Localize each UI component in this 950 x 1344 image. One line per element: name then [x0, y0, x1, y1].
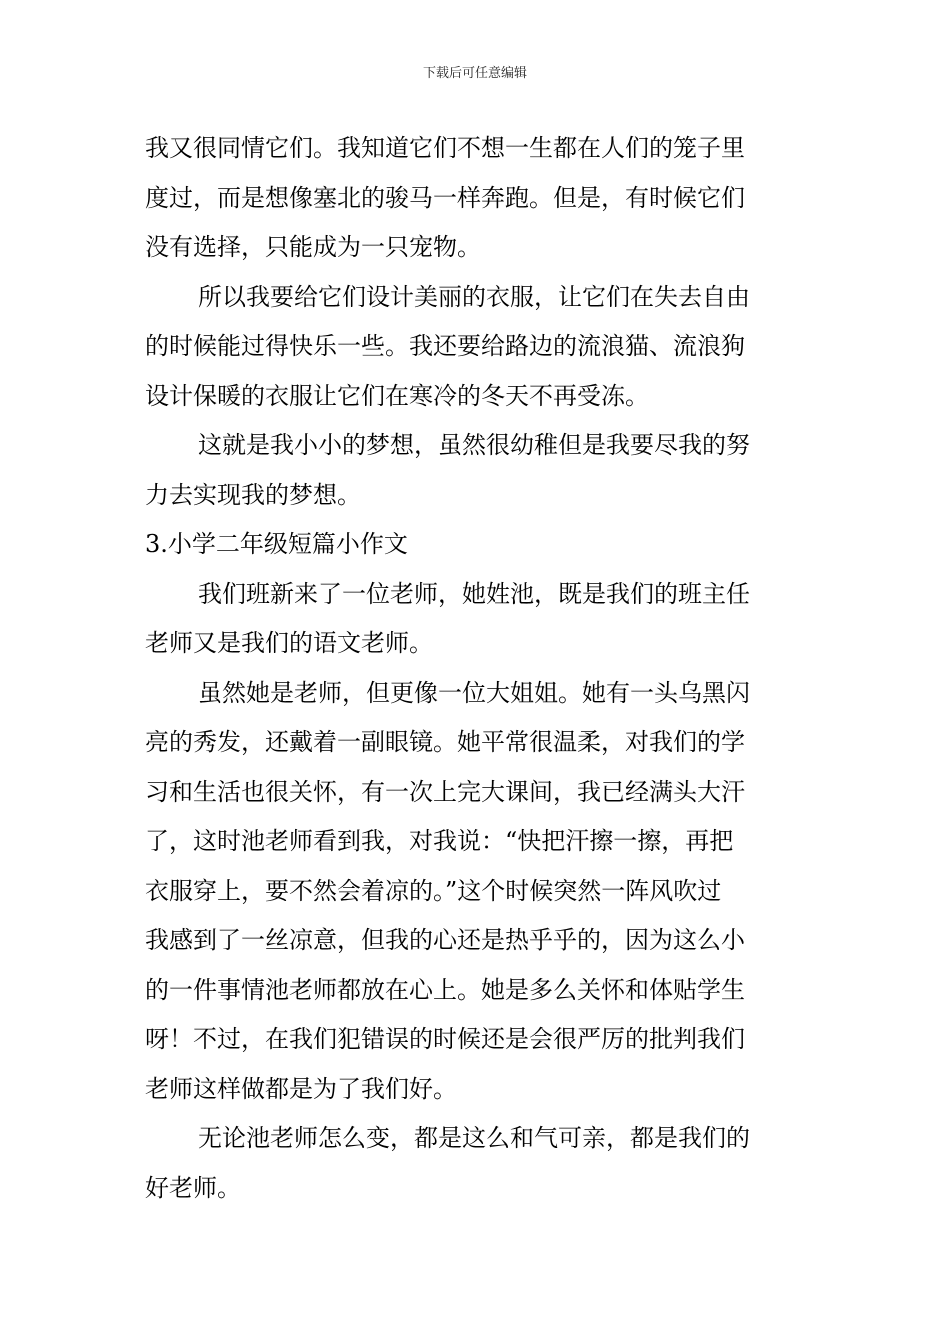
- text-line: 设计保暖的衣服让它们在寒冷的冬天不再受冻。: [145, 381, 649, 410]
- text-line: 老师这样做都是为了我们好。: [145, 1074, 457, 1103]
- paragraph-first-line: 虽然她是老师，但更像一位大姐姐。她有一头乌黑闪: [198, 678, 750, 707]
- text-line: 度过，而是想像塞北的骏马一样奔跑。但是，有时候它们: [145, 183, 745, 212]
- text-line: 我又很同情它们。我知道它们不想一生都在人们的笼子里: [145, 134, 745, 162]
- text-line: 了，这时池老师看到我，对我说：“快把汗擦一擦，再把: [145, 827, 734, 855]
- text-line: 我感到了一丝凉意，但我的心还是热乎乎的，因为这么小: [145, 926, 745, 954]
- paragraph-first-line: 所以我要给它们设计美丽的衣服，让它们在失去自由: [198, 282, 750, 311]
- text-line: 呀！不过，在我们犯错误的时候还是会很严厉的批判我们: [145, 1025, 745, 1053]
- text-line: 习和生活也很关怀，有一次上完大课间，我已经满头大汗: [145, 777, 745, 806]
- text-line: 力去实现我的梦想。: [145, 480, 361, 509]
- paragraph-first-line: 这就是我小小的梦想，虽然很幼稚但是我要尽我的努: [198, 431, 750, 459]
- paragraph-first-line: 无论池老师怎么变，都是这么和气可亲，都是我们的: [198, 1124, 750, 1152]
- text-line: 的时候能过得快乐一些。我还要给路边的流浪猫、流浪狗: [145, 332, 745, 360]
- text-line: 衣服穿上，要不然会着凉的。”这个时候突然一阵风吹过: [145, 876, 722, 905]
- text-line: 没有选择，只能成为一只宠物。: [145, 233, 481, 261]
- text-line: 亮的秀发，还戴着一副眼镜。她平常很温柔，对我们的学: [145, 728, 745, 756]
- text-line: 老师又是我们的语文老师。: [145, 629, 433, 657]
- section-heading: 3.小学二年级短篇小作文: [145, 530, 408, 558]
- paragraph-first-line: 我们班新来了一位老师，她姓池，既是我们的班主任: [198, 579, 750, 608]
- text-line: 的一件事情池老师都放在心上。她是多么关怀和体贴学生: [145, 975, 745, 1004]
- document-body: [145, 124, 810, 1213]
- page-header: 下载后可任意编辑: [422, 66, 527, 81]
- text-line: 好老师。: [145, 1173, 241, 1202]
